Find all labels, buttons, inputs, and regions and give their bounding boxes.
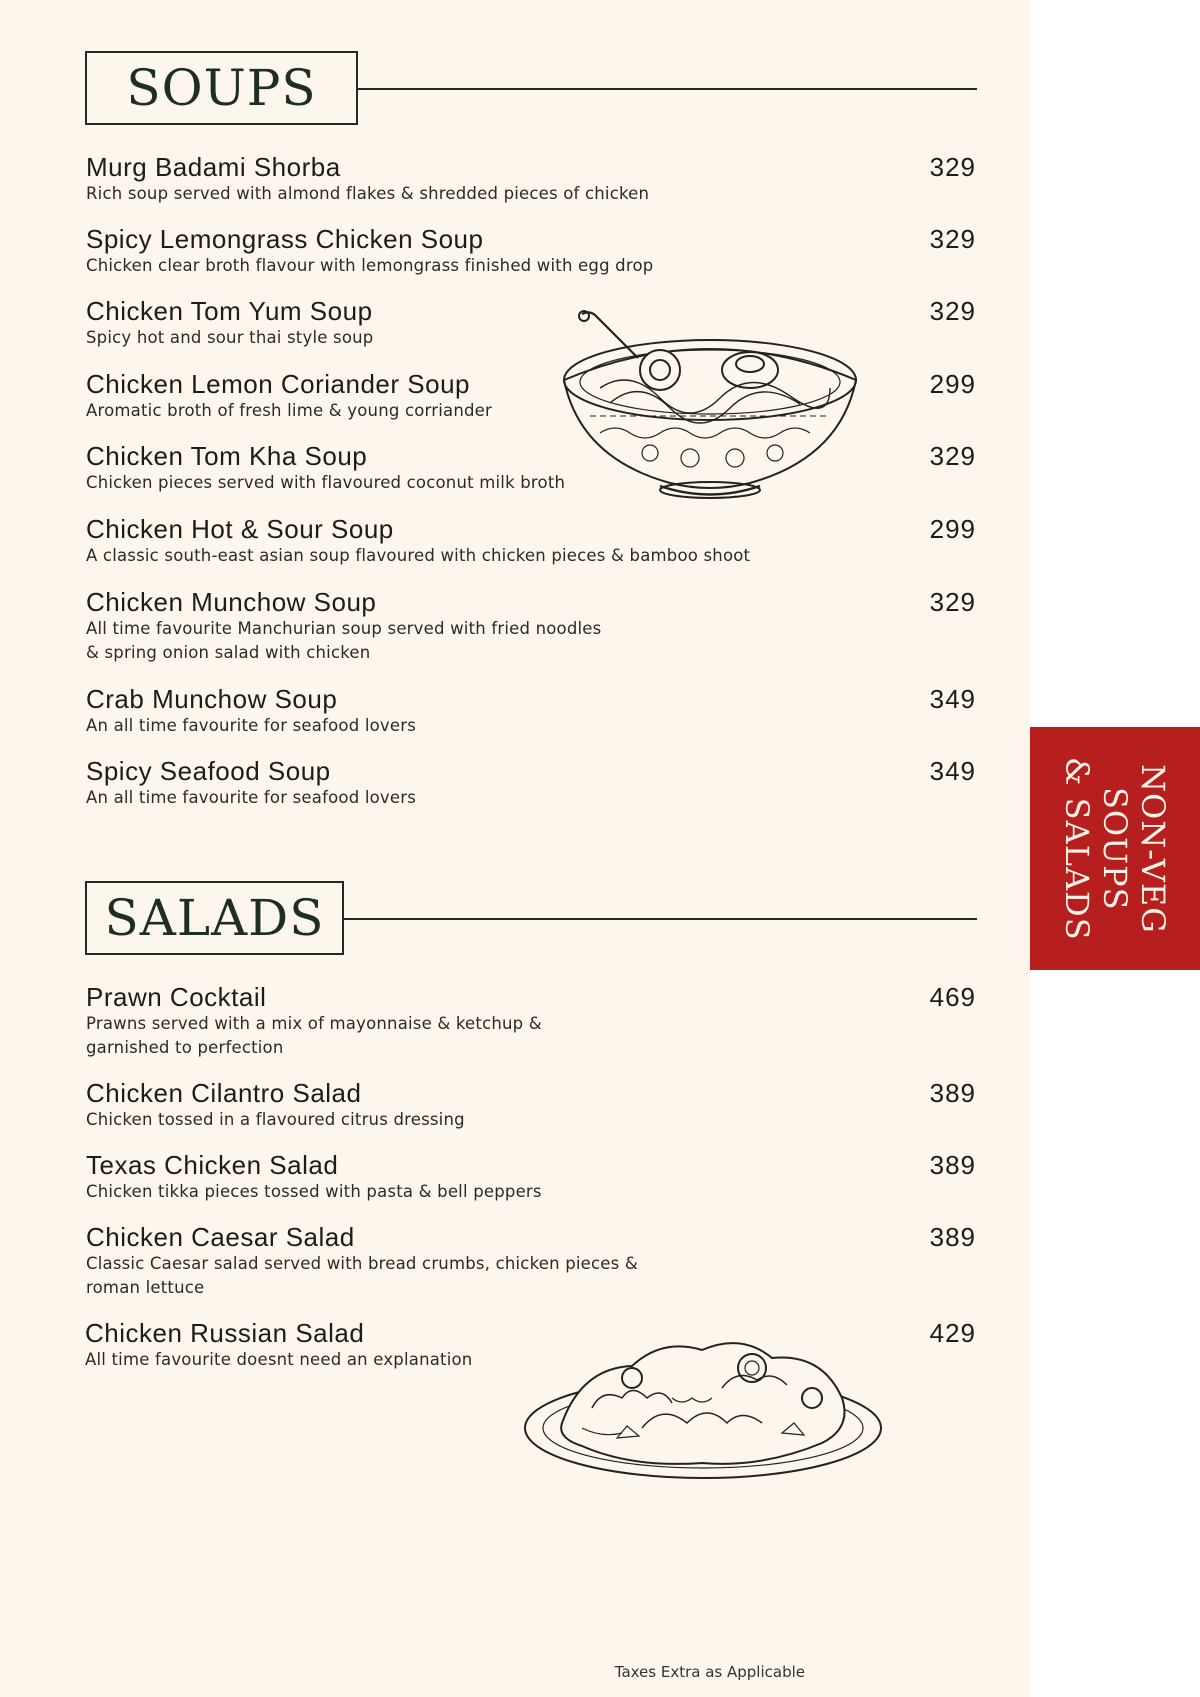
item-description: Chicken pieces served with flavoured coconut milk broth bbox=[86, 473, 566, 492]
side-tab-line3: & SALADS bbox=[1058, 756, 1096, 941]
category-side-tab bbox=[1030, 727, 1200, 970]
item-price: 389 bbox=[929, 1150, 976, 1180]
item-price: 299 bbox=[929, 514, 976, 544]
side-tab-line2: SOUPS bbox=[1096, 786, 1134, 911]
soup-bowl-illustration bbox=[560, 308, 860, 503]
salads-title: SALADS bbox=[104, 889, 325, 947]
item-price: 329 bbox=[929, 441, 976, 471]
item-price: 389 bbox=[929, 1222, 976, 1252]
salads-heading bbox=[85, 881, 977, 959]
salads-title-box bbox=[85, 881, 344, 955]
item-description: Aromatic broth of fresh lime & young corriander bbox=[86, 401, 492, 420]
item-name: Chicken Lemon Coriander Soup bbox=[86, 369, 470, 399]
item-price: 329 bbox=[929, 152, 976, 182]
item-price: 429 bbox=[929, 1318, 976, 1348]
salads-divider-line bbox=[344, 918, 977, 920]
soups-divider-line bbox=[358, 88, 977, 90]
item-name: Chicken Russian Salad bbox=[85, 1318, 365, 1348]
menu-item bbox=[86, 1150, 976, 1204]
soups-title-box bbox=[85, 51, 358, 125]
item-price: 349 bbox=[929, 684, 976, 714]
menu-item bbox=[86, 1078, 976, 1132]
item-description: All time favourite doesnt need an explanation bbox=[85, 1350, 473, 1369]
item-name: Texas Chicken Salad bbox=[86, 1150, 339, 1180]
item-description: An all time favourite for seafood lovers bbox=[86, 788, 416, 807]
menu-item bbox=[86, 684, 976, 738]
menu-item bbox=[86, 514, 976, 568]
item-description: An all time favourite for seafood lovers bbox=[86, 716, 416, 735]
item-price: 389 bbox=[929, 1078, 976, 1108]
item-name: Chicken Munchow Soup bbox=[86, 587, 377, 617]
item-price: 329 bbox=[929, 224, 976, 254]
item-name: Chicken Hot & Sour Soup bbox=[86, 514, 394, 544]
item-name: Chicken Tom Yum Soup bbox=[86, 296, 373, 326]
item-description: Chicken tikka pieces tossed with pasta & bell peppers bbox=[86, 1182, 542, 1201]
item-description: Chicken clear broth flavour with lemongrass finished with egg drop bbox=[86, 256, 654, 275]
item-description: Prawns served with a mix of mayonnaise & ketchup & garnished to perfection bbox=[86, 1014, 542, 1057]
item-name: Chicken Caesar Salad bbox=[86, 1222, 355, 1252]
menu-item bbox=[86, 756, 976, 810]
menu-item bbox=[86, 152, 976, 206]
item-price: 349 bbox=[929, 756, 976, 786]
item-description: Classic Caesar salad served with bread crumbs, chicken pieces & roman lettuce bbox=[86, 1254, 638, 1297]
item-name: Spicy Lemongrass Chicken Soup bbox=[86, 224, 484, 254]
item-price: 329 bbox=[929, 587, 976, 617]
item-name: Murg Badami Shorba bbox=[86, 152, 341, 182]
item-name: Chicken Cilantro Salad bbox=[86, 1078, 362, 1108]
item-price: 329 bbox=[929, 296, 976, 326]
item-description: Rich soup served with almond flakes & shredded pieces of chicken bbox=[86, 184, 650, 203]
item-price: 469 bbox=[929, 982, 976, 1012]
item-name: Chicken Tom Kha Soup bbox=[86, 441, 368, 471]
taxes-note: Taxes Extra as Applicable bbox=[614, 1663, 805, 1681]
item-price: 299 bbox=[929, 369, 976, 399]
item-description: Spicy hot and sour thai style soup bbox=[86, 328, 374, 347]
soups-title: SOUPS bbox=[126, 59, 317, 117]
menu-item bbox=[86, 982, 976, 1060]
salad-plate-illustration bbox=[522, 1328, 884, 1484]
menu-item bbox=[86, 224, 976, 278]
item-description: All time favourite Manchurian soup served with fried noodles & spring onion salad with chicken bbox=[86, 619, 602, 662]
menu-item bbox=[86, 587, 976, 665]
item-name: Spicy Seafood Soup bbox=[86, 756, 331, 786]
side-tab-label bbox=[1058, 757, 1172, 941]
side-tab-line1: NON-VEG bbox=[1134, 763, 1172, 934]
item-description: Chicken tossed in a flavoured citrus dressing bbox=[86, 1110, 465, 1129]
item-name: Crab Munchow Soup bbox=[86, 684, 338, 714]
soups-heading bbox=[85, 51, 977, 129]
item-name: Prawn Cocktail bbox=[86, 982, 267, 1012]
item-description: A classic south-east asian soup flavoured with chicken pieces & bamboo shoot bbox=[86, 546, 751, 565]
menu-item bbox=[86, 1222, 976, 1300]
